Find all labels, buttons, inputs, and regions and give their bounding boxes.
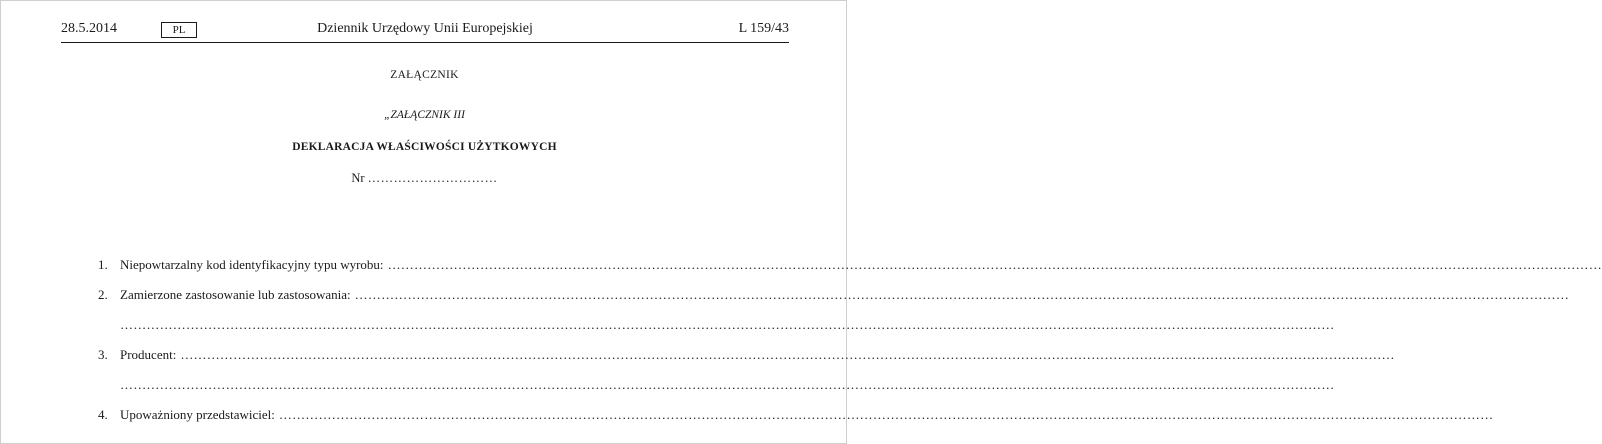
header-divider [61,42,789,43]
item-fill-dots: …………………………………………………………………………………………………………………………………………………………………………………………………………………………………………………… [387,257,1602,272]
item-fill-dots: …………………………………………………………………………………………………………………………………………………………………………………………………………………………………………………… [278,407,1494,422]
page-reference: L 159/43 [738,21,789,36]
nr-label: Nr [351,171,365,185]
declaration-title: DEKLARACJA WŁAŚCIWOŚCI UŻYTKOWYCH [292,141,557,153]
item-fill-dots: …………………………………………………………………………………………………………………………………………………………………………………………………………………………………………………… [354,287,1570,302]
journal-title: Dziennik Urzędowy Unii Europejskiej [317,21,533,36]
item-label: Upoważniony przedstawiciel: [120,407,275,422]
item-fill-dots: …………………………………………………………………………………………………………………………………………………………………………………………………………………………………………………… [180,347,1395,362]
item-number: 1. [98,257,108,272]
page-header [61,20,789,40]
annex-title: ZAŁĄCZNIK [390,69,459,81]
item-continuation-dots: …………………………………………………………………………………………………………………………………………………………………………………………………………………………………………………… [120,317,1335,332]
declaration-number [1,171,848,186]
list-item [98,287,1570,305]
list-item [98,347,1395,365]
item-label: Producent: [120,347,177,362]
item-label: Niepowtarzalny kod identyfikacyjny typu wyrobu: [120,257,384,272]
item-number: 3. [98,347,108,362]
list-item [98,407,1494,425]
publication-date: 28.5.2014 [61,21,117,36]
item-number: 2. [98,287,108,302]
item-number: 4. [98,407,108,422]
list-item [98,257,1602,275]
language-badge: PL [161,22,197,38]
nr-dots: ………………………… [367,171,498,185]
item-continuation-dots: …………………………………………………………………………………………………………………………………………………………………………………………………………………………………………………… [120,377,1335,392]
annex-subtitle: „ZAŁĄCZNIK III [384,109,465,121]
item-label: Zamierzone zastosowanie lub zastosowania: [120,287,351,302]
